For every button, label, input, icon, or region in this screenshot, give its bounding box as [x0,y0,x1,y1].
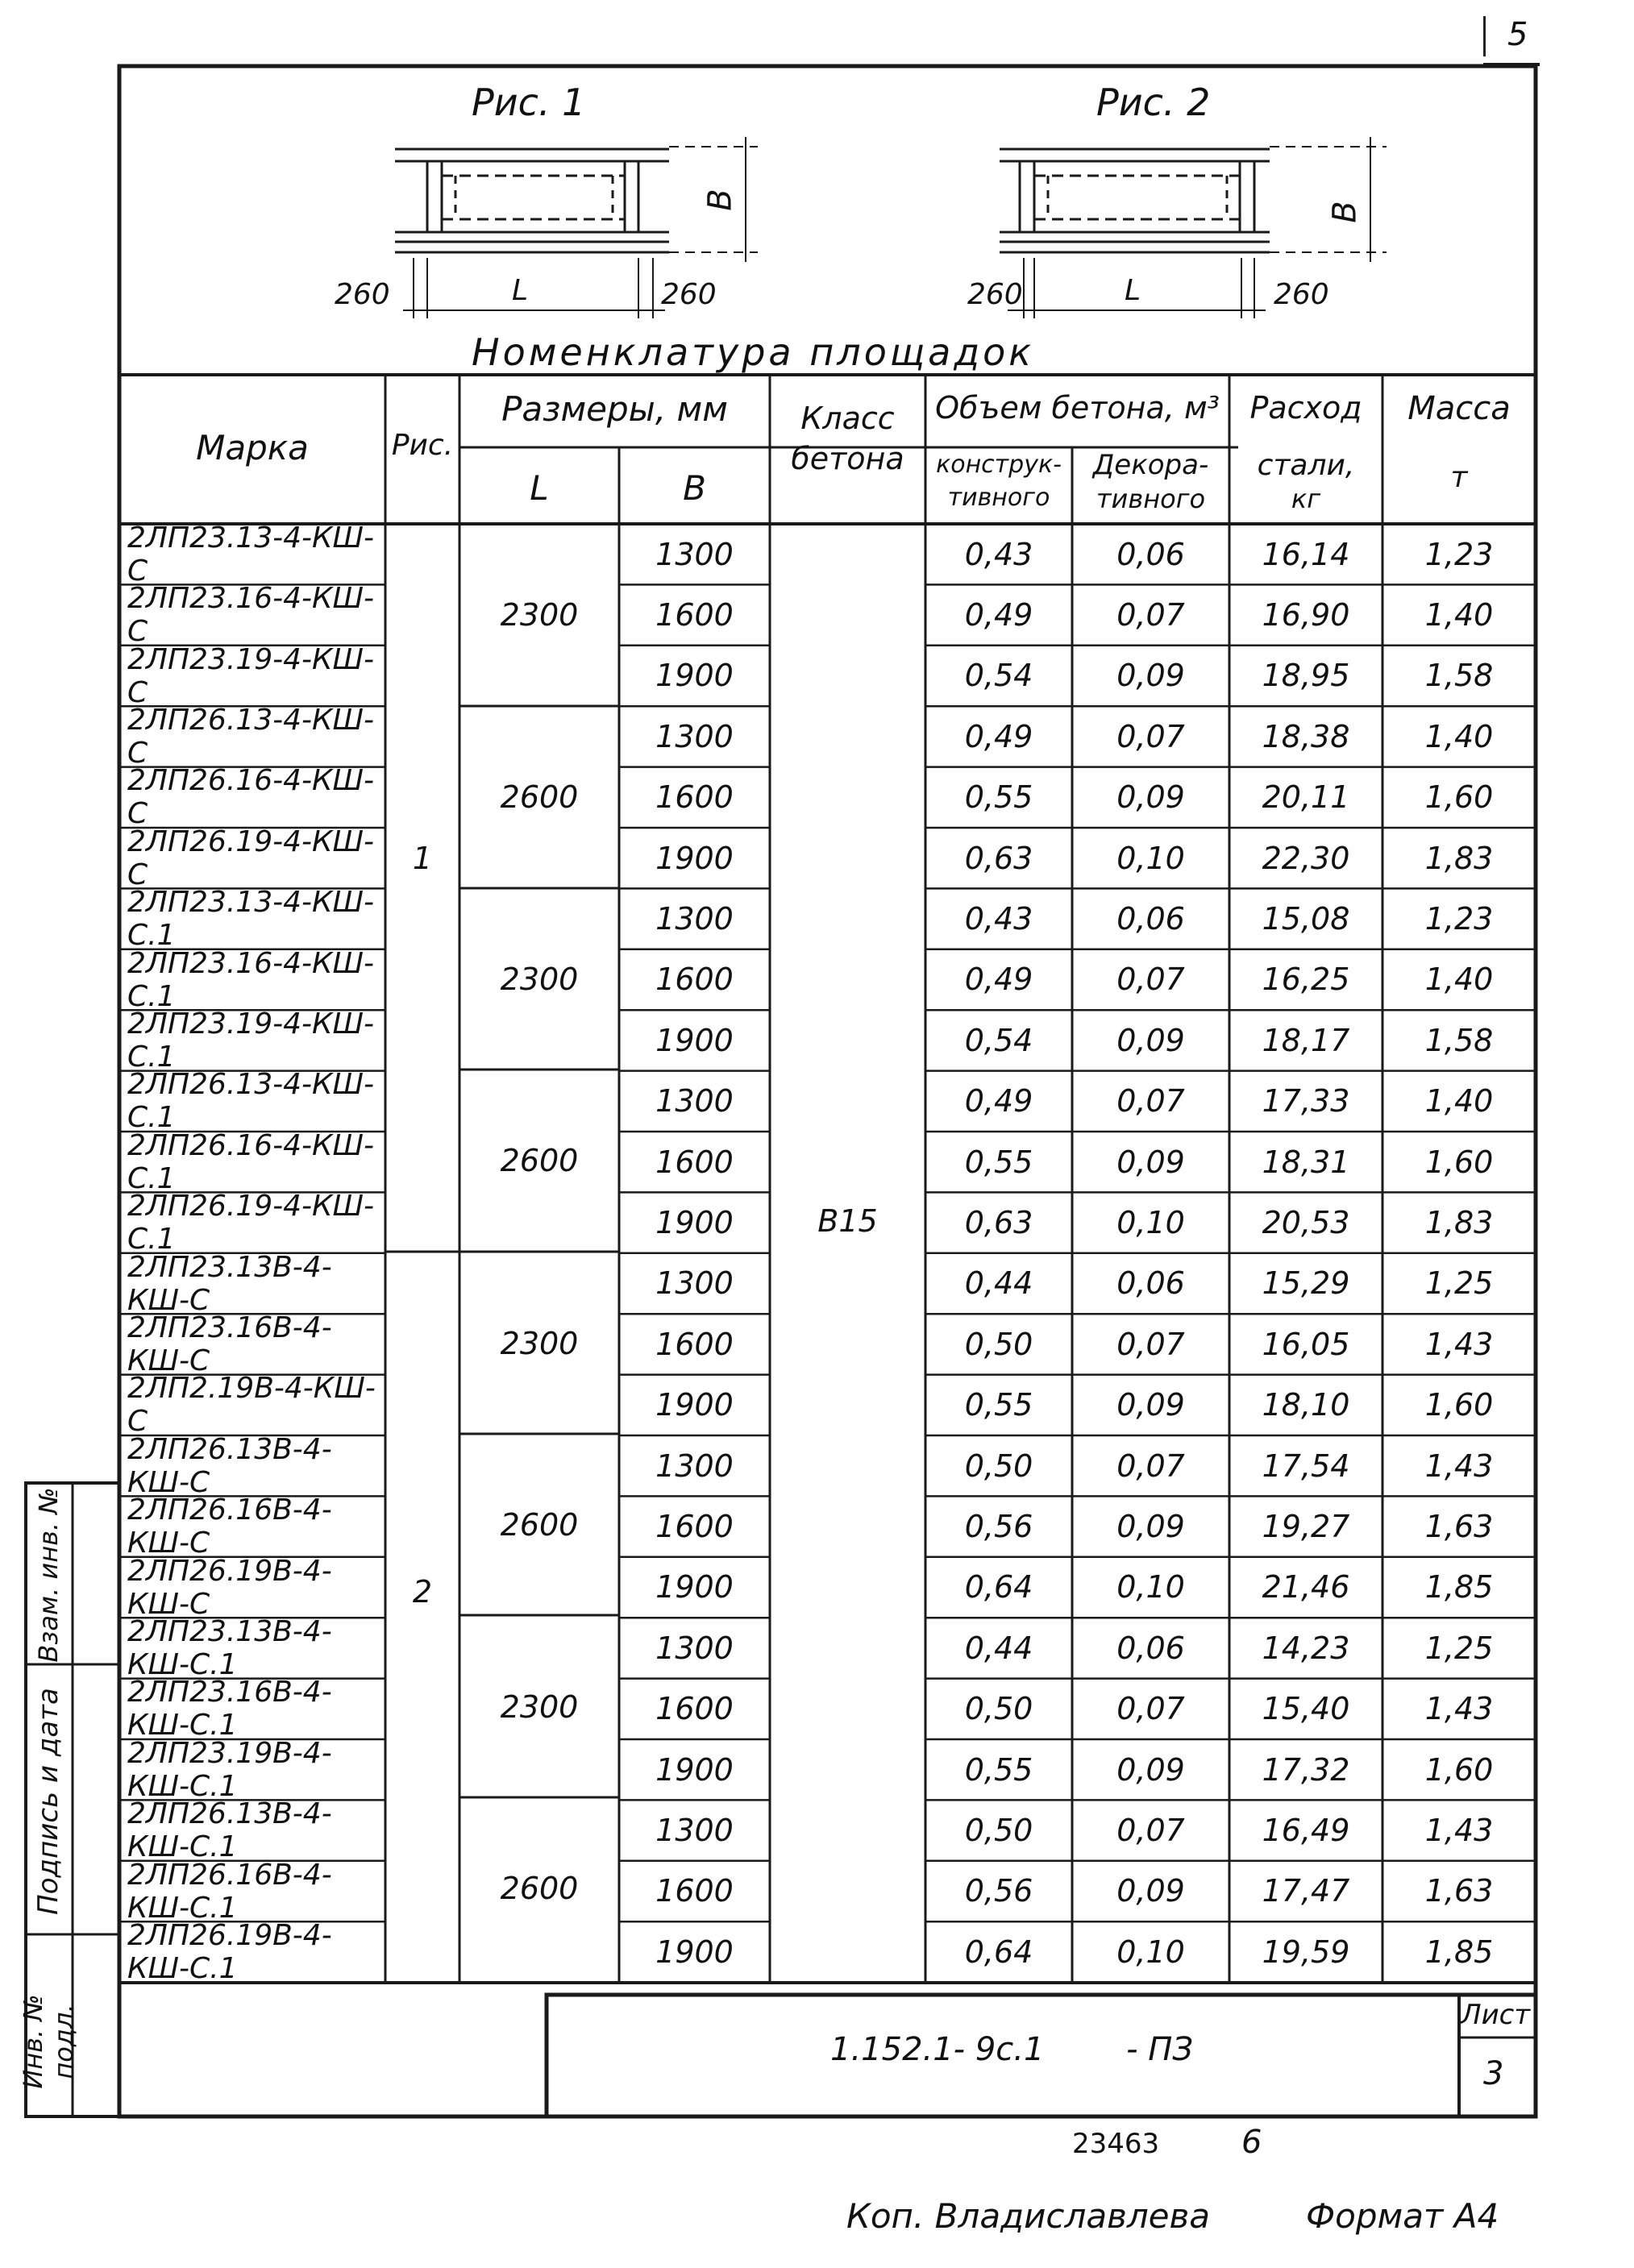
cell-b: 1600 [655,597,734,633]
figure-2-title: Рис. 2 [1096,81,1211,124]
cell-mass: 1,83 [1424,1205,1494,1241]
cell-steel: 15,29 [1262,1265,1350,1302]
cell-v2: 0,06 [1116,1265,1185,1302]
cell-v2: 0,10 [1116,1205,1185,1241]
cell-v1: 0,55 [964,1751,1033,1788]
cell-mass: 1,63 [1424,1873,1494,1909]
cell-mark: 2ЛП26.19В-4-КШ-С.1 [127,1918,332,1985]
l-value: 2300 [500,597,579,633]
concrete-class-value: B15 [817,1203,878,1239]
cell-v2: 0,09 [1116,1022,1185,1058]
figure-2-dim-mid: L [1125,274,1141,307]
cell-v1: 0,43 [964,901,1033,937]
figure-1-dim-right: 260 [661,278,717,311]
figure-2-dim-right: 260 [1274,278,1329,311]
cell-b: 1600 [655,1691,734,1727]
cell-v2: 0,10 [1116,1934,1185,1970]
l-value: 2600 [500,779,579,815]
cell-b: 1600 [655,1326,734,1362]
cell-v2: 0,06 [1116,536,1185,572]
cell-steel: 16,49 [1262,1813,1350,1849]
footer-number: 23463 [1072,2128,1160,2160]
cell-v1: 0,49 [964,597,1033,633]
figure-1-dim-left: 260 [335,278,390,311]
cell-mark: 2ЛП23.19В-4-КШ-С.1 [127,1736,332,1803]
cell-mark: 2ЛП26.19В-4-КШ-С [127,1554,332,1621]
cell-mass: 1,40 [1424,718,1494,754]
figure-2-dim-height: B [1326,201,1364,223]
header-l: L [530,468,549,508]
cell-steel: 20,53 [1262,1205,1350,1241]
cell-mass: 1,40 [1424,597,1494,633]
cell-b: 1300 [655,1265,734,1302]
cell-mass: 1,63 [1424,1509,1494,1545]
header-mark: Марка [196,428,309,467]
cell-mark: 2ЛП23.16В-4-КШ-С [127,1311,332,1377]
cell-mass: 1,83 [1424,840,1494,876]
cell-v2: 0,09 [1116,1751,1185,1788]
cell-b: 1300 [655,536,734,572]
header-sizes: Размеры, мм [501,389,728,429]
cell-steel: 15,08 [1262,901,1350,937]
cell-v1: 0,63 [964,1205,1033,1241]
cell-v2: 0,07 [1116,1326,1185,1362]
fig-value-1: 1 [412,841,433,876]
cell-mass: 1,60 [1424,1144,1494,1180]
cell-v2: 0,07 [1116,597,1185,633]
cell-b: 1900 [655,1751,734,1788]
footer-copied: Коп. Владиславлева [846,2196,1211,2236]
cell-v1: 0,55 [964,1387,1033,1423]
figure-1-dim-height: B [701,189,739,211]
cell-mark: 2ЛП26.13В-4-КШ-С [127,1432,332,1499]
table-title: Номенклатура площадок [472,330,1035,374]
header-steel-2: стали, [1257,449,1355,482]
cell-v1: 0,55 [964,1144,1033,1180]
cell-v1: 0,43 [964,536,1033,572]
cell-v1: 0,64 [964,1934,1033,1970]
cell-mark: 2ЛП2.19В-4-КШ-С [127,1372,376,1439]
cell-b: 1300 [655,1630,734,1666]
cell-b: 1900 [655,658,734,694]
cell-mark: 2ЛП23.19-4-КШ-С.1 [127,1007,375,1074]
cell-v1: 0,50 [964,1691,1033,1727]
cell-mass: 1,60 [1424,1387,1494,1423]
cell-mass: 1,40 [1424,1083,1494,1119]
cell-v2: 0,07 [1116,1813,1185,1849]
cell-steel: 18,95 [1262,658,1350,694]
header-b: B [683,468,706,508]
header-mass-2: т [1450,461,1468,494]
cell-steel: 18,31 [1262,1144,1350,1180]
cell-mark: 2ЛП23.13В-4-КШ-С [127,1250,332,1317]
l-value: 2300 [500,962,579,997]
cell-mark: 2ЛП26.19-4-КШ-С.1 [127,1190,375,1257]
cell-v2: 0,07 [1116,718,1185,754]
cell-steel: 16,14 [1262,536,1350,572]
header-steel-1: Расход [1249,390,1362,426]
cell-v2: 0,07 [1116,1691,1185,1727]
cell-v2: 0,07 [1116,962,1185,998]
cell-mark: 2ЛП26.19-4-КШ-С [127,825,375,891]
cell-v1: 0,55 [964,779,1033,816]
cell-steel: 18,17 [1262,1022,1350,1058]
cell-mass: 1,23 [1424,536,1494,572]
cell-mass: 1,40 [1424,962,1494,998]
cell-mark: 2ЛП26.16В-4-КШ-С.1 [127,1858,332,1925]
cell-v1: 0,49 [964,962,1033,998]
cell-mark: 2ЛП23.19-4-КШ-С [127,642,375,709]
header-decorative-1: Декора- [1092,449,1209,481]
cell-b: 1300 [655,901,734,937]
cell-b: 1900 [655,1934,734,1970]
cell-v1: 0,50 [964,1813,1033,1849]
l-value: 2300 [500,1326,579,1361]
cell-mark: 2ЛП23.16В-4-КШ-С.1 [127,1676,332,1743]
cell-mass: 1,60 [1424,779,1494,816]
cell-mark: 2ЛП26.13В-4-КШ-С.1 [127,1797,332,1864]
cell-mass: 1,85 [1424,1934,1494,1970]
cell-steel: 16,25 [1262,962,1350,998]
cell-b: 1300 [655,1448,734,1484]
cell-steel: 22,30 [1262,840,1350,876]
cell-b: 1300 [655,1083,734,1119]
cell-mark: 2ЛП23.13В-4-КШ-С.1 [127,1614,332,1681]
figure-1-dim-mid: L [512,274,529,307]
cell-mass: 1,25 [1424,1265,1494,1302]
cell-steel: 18,10 [1262,1387,1350,1423]
l-value: 2600 [500,1143,579,1178]
header-mass-1: Масса [1407,390,1511,427]
header-decorative-2: тивного [1096,484,1206,514]
cell-v1: 0,49 [964,718,1033,754]
cell-v2: 0,10 [1116,840,1185,876]
cell-steel: 15,40 [1262,1691,1350,1727]
side-label-replace-inv: Взам. инв. № [33,1487,64,1663]
cell-mass: 1,58 [1424,1022,1494,1058]
cell-steel: 16,05 [1262,1326,1350,1362]
cell-v2: 0,09 [1116,779,1185,816]
cell-mass: 1,43 [1424,1813,1494,1849]
cell-mark: 2ЛП26.16-4-КШ-С [127,764,375,831]
cell-steel: 21,46 [1262,1569,1350,1605]
cell-v1: 0,50 [964,1326,1033,1362]
cell-b: 1300 [655,1813,734,1849]
cell-mass: 1,85 [1424,1569,1494,1605]
cell-b: 1300 [655,718,734,754]
footer-format: Формат А4 [1306,2196,1499,2236]
header-fig: Рис. [391,429,454,462]
cell-b: 1900 [655,840,734,876]
cell-mark: 2ЛП26.13-4-КШ-С.1 [127,1068,375,1135]
cell-mark: 2ЛП26.16-4-КШ-С.1 [127,1128,375,1195]
cell-mark: 2ЛП23.13-4-КШ-С.1 [127,886,375,953]
cell-b: 1600 [655,1873,734,1909]
cell-v2: 0,06 [1116,901,1185,937]
document-designation: 1.152.1- 9с.1 - ПЗ [830,2031,1194,2068]
cell-b: 1600 [655,779,734,816]
cell-mark: 2ЛП23.16-4-КШ-С.1 [127,946,375,1013]
footer-number-2: 6 [1241,2124,1262,2161]
cell-v2: 0,07 [1116,1448,1185,1484]
cell-mass: 1,23 [1424,901,1494,937]
cell-steel: 18,38 [1262,718,1350,754]
header-volume: Объем бетона, м³ [935,390,1220,426]
figure-1-title: Рис. 1 [472,81,586,124]
cell-b: 1900 [655,1022,734,1058]
cell-mass: 1,58 [1424,658,1494,694]
sheet-label: Лист [1461,1999,1531,2031]
cell-v1: 0,56 [964,1509,1033,1545]
fig-value-2: 2 [412,1574,433,1610]
cell-v2: 0,10 [1116,1569,1185,1605]
sheet-number: 3 [1483,2055,1504,2092]
cell-mass: 1,43 [1424,1448,1494,1484]
cell-steel: 19,59 [1262,1934,1350,1970]
cell-v1: 0,63 [964,840,1033,876]
side-label-sign-date: Подпись и дата [32,1688,64,1915]
header-class-1: Класс [800,401,895,436]
cell-b: 1600 [655,962,734,998]
cell-mass: 1,43 [1424,1326,1494,1362]
page-number: 5 [1507,16,1528,53]
cell-steel: 17,33 [1262,1083,1350,1119]
header-steel-3: кг [1291,484,1321,514]
l-value: 2300 [500,1689,579,1725]
cell-steel: 17,47 [1262,1873,1350,1909]
cell-b: 1600 [655,1144,734,1180]
header-structural-1: конструк- [936,451,1062,479]
cell-b: 1900 [655,1387,734,1423]
cell-mass: 1,25 [1424,1630,1494,1666]
cell-mark: 2ЛП26.13-4-КШ-С [127,703,375,770]
cell-mark: 2ЛП26.16В-4-КШ-С [127,1493,332,1560]
cell-v1: 0,54 [964,1022,1033,1058]
cell-steel: 14,23 [1262,1630,1350,1666]
figure-2-dim-left: 260 [967,278,1023,311]
cell-b: 1900 [655,1205,734,1241]
cell-b: 1900 [655,1569,734,1605]
cell-v1: 0,56 [964,1873,1033,1909]
cell-v1: 0,50 [964,1448,1033,1484]
cell-v1: 0,54 [964,658,1033,694]
cell-v2: 0,09 [1116,658,1185,694]
cell-b: 1600 [655,1509,734,1545]
cell-v2: 0,06 [1116,1630,1185,1666]
header-class-2: бетона [791,441,904,476]
cell-v1: 0,49 [964,1083,1033,1119]
cell-mass: 1,43 [1424,1691,1494,1727]
cell-v1: 0,44 [964,1265,1033,1302]
cell-mass: 1,60 [1424,1751,1494,1788]
cell-v2: 0,09 [1116,1509,1185,1545]
side-label-inv-podl: Инв. № подл. [18,1994,79,2089]
l-value: 2600 [500,1871,579,1906]
cell-steel: 20,11 [1262,779,1350,816]
cell-steel: 16,90 [1262,597,1350,633]
cell-v2: 0,09 [1116,1144,1185,1180]
cell-steel: 17,54 [1262,1448,1350,1484]
cell-mark: 2ЛП23.16-4-КШ-С [127,582,375,649]
cell-v2: 0,07 [1116,1083,1185,1119]
cell-steel: 17,32 [1262,1751,1350,1788]
cell-v2: 0,09 [1116,1873,1185,1909]
cell-v1: 0,44 [964,1630,1033,1666]
header-structural-2: тивного [947,484,1050,512]
cell-steel: 19,27 [1262,1509,1350,1545]
cell-mark: 2ЛП23.13-4-КШ-С [127,521,375,588]
l-value: 2600 [500,1507,579,1543]
cell-v1: 0,64 [964,1569,1033,1605]
cell-v2: 0,09 [1116,1387,1185,1423]
